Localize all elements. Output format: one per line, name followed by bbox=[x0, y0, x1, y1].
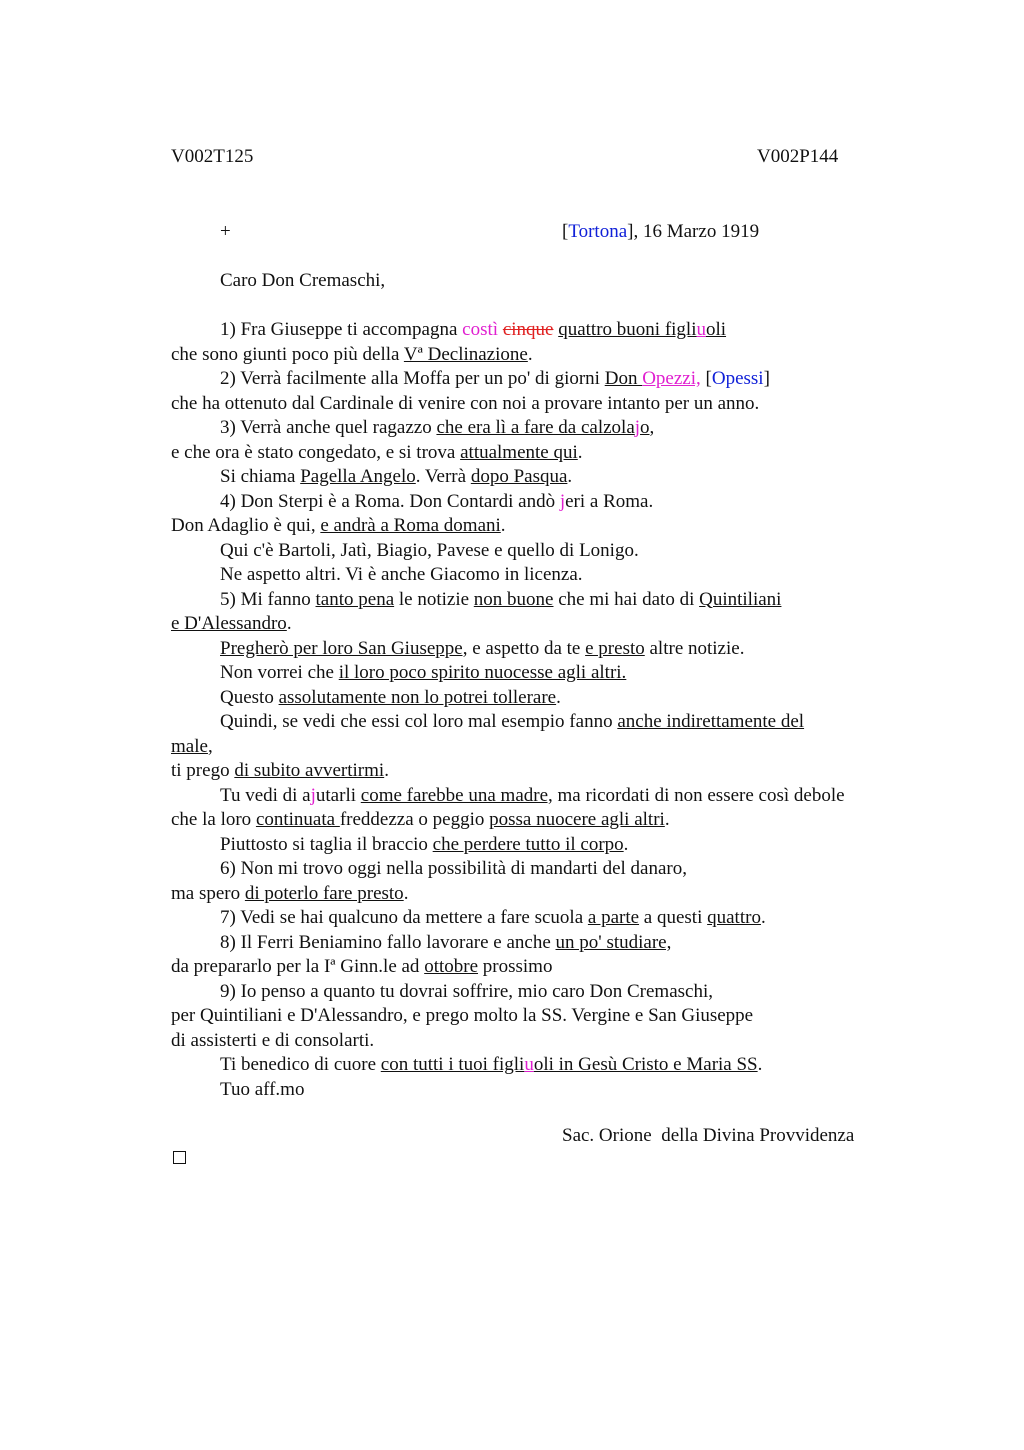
text-segment: quattro bbox=[707, 907, 761, 928]
letter-line bbox=[171, 416, 931, 441]
text-segment: Piuttosto si taglia il braccio bbox=[220, 833, 433, 855]
letter-line bbox=[171, 441, 931, 466]
text-segment: . bbox=[567, 466, 573, 487]
text-segment: continuata bbox=[255, 809, 340, 830]
signature: Sac. Orione della Divina Provvidenza bbox=[562, 1125, 855, 1146]
text-segment: a questi bbox=[639, 907, 708, 928]
document-code-left: V002T125 bbox=[171, 146, 254, 167]
text-segment: e aspetto da te bbox=[467, 637, 586, 659]
text-segment: 8) Il Ferri Beniamino fallo lavorare e anche bbox=[220, 931, 556, 953]
letter-body bbox=[171, 318, 931, 1102]
text-segment: a parte bbox=[587, 907, 640, 928]
text-segment: di poterlo fare presto bbox=[244, 882, 404, 904]
text-segment: che ha ottenuto dal Cardinale di venire con noi a provare intanto per un anno. bbox=[171, 392, 760, 414]
letter-line bbox=[171, 710, 931, 735]
document-code-right: V002P144 bbox=[757, 146, 839, 167]
text-segment: Qui c'è Bartoli, Jatì, Biagio, Pavese e quello di Lonigo. bbox=[220, 539, 639, 561]
text-segment: Si chiama bbox=[220, 466, 301, 487]
text-segment: Pregherò per loro San Giuseppe, bbox=[220, 637, 468, 659]
letter-line bbox=[171, 588, 931, 613]
text-segment: 6) Non mi trovo oggi nella possibilità di mandarti del danaro, bbox=[220, 858, 687, 879]
letter-line bbox=[171, 1078, 931, 1103]
text-segment: quattro buoni figli bbox=[558, 319, 697, 340]
text-segment: Ti benedico di cuore bbox=[220, 1054, 381, 1075]
text-segment: . bbox=[577, 441, 583, 463]
text-segment: Questo bbox=[220, 686, 279, 708]
date-text: ], 16 Marzo 1919 bbox=[627, 221, 760, 242]
letter-line bbox=[171, 980, 931, 1005]
text-segment: dopo Pasqua bbox=[470, 466, 568, 487]
text-segment: Opessi bbox=[711, 368, 764, 389]
text-segment: altre notizie. bbox=[644, 637, 745, 659]
text-segment: Ne aspetto altri. Vi è anche Giacomo in licenza. bbox=[220, 564, 583, 585]
text-segment: ti prego bbox=[171, 760, 235, 781]
text-segment: . bbox=[500, 515, 506, 536]
letter-line bbox=[171, 637, 931, 662]
text-segment: per Quintiliani e D'Alessandro, e prego molto la SS. Vergine e San Giuseppe bbox=[171, 1005, 754, 1026]
letter-line bbox=[171, 392, 931, 417]
text-segment: Tu vedi di a bbox=[220, 784, 311, 806]
letter-line bbox=[171, 833, 931, 858]
text-segment: 2) Verrà facilmente alla Moffa per un po' di giorni bbox=[220, 368, 605, 389]
letter-line bbox=[171, 1004, 931, 1029]
text-segment: assolutamente non lo potrei tollerare bbox=[278, 686, 557, 708]
text-segment: freddezza o peggio bbox=[339, 809, 490, 830]
letter-line bbox=[171, 343, 931, 368]
text-segment: Quintiliani bbox=[699, 588, 782, 610]
text-segment: u bbox=[696, 319, 706, 340]
text-segment: ma ricordati di non essere così debole bbox=[552, 784, 845, 806]
letter-line bbox=[171, 612, 931, 637]
text-segment: . bbox=[623, 833, 629, 855]
letter-line bbox=[171, 539, 931, 564]
text-segment: un po' studiare, bbox=[555, 931, 672, 953]
text-segment: . Verrà bbox=[415, 466, 471, 487]
text-segment: oli in Gesù Cristo e Maria SS bbox=[533, 1054, 758, 1075]
text-segment: tanto pena bbox=[315, 588, 395, 610]
text-segment: j bbox=[310, 784, 316, 806]
text-segment: . bbox=[527, 343, 533, 365]
text-segment: Opezzi, bbox=[642, 368, 701, 389]
text-segment: che era lì a fare da calzola bbox=[436, 417, 635, 438]
letter-line bbox=[171, 661, 931, 686]
text-segment: Don Adaglio è qui, bbox=[171, 515, 321, 536]
text-segment: . bbox=[556, 686, 561, 708]
greeting: Caro Don Cremaschi, bbox=[220, 270, 386, 291]
text-segment: cinque bbox=[502, 319, 554, 340]
text-segment: . bbox=[403, 882, 409, 904]
text-segment: 4) Don Sterpi è a Roma. Don Contardi andò bbox=[220, 490, 560, 512]
bracket-open: [ bbox=[562, 221, 569, 242]
text-segment: e andrà a Roma domani bbox=[320, 515, 501, 536]
text-segment: il loro poco spirito nuocesse agli altri. bbox=[338, 662, 627, 683]
text-segment: che perdere tutto il corpo bbox=[432, 833, 624, 855]
text-segment: 7) Vedi se hai qualcuno da mettere a fare scuola bbox=[220, 907, 588, 928]
text-segment: Non vorrei che bbox=[220, 662, 339, 683]
text-segment: oli bbox=[705, 319, 727, 340]
text-segment: ma spero bbox=[171, 882, 245, 904]
text-segment: j bbox=[559, 490, 566, 512]
text-segment: e presto bbox=[585, 637, 645, 659]
letter-line bbox=[171, 686, 931, 711]
text-segment: non buone bbox=[473, 588, 554, 610]
letter-line bbox=[171, 759, 931, 784]
end-box-mark bbox=[173, 1151, 186, 1164]
text-segment: j bbox=[634, 417, 641, 438]
text-segment: Pagella Angelo bbox=[300, 466, 416, 487]
text-segment: e D'Alessandro bbox=[171, 613, 287, 634]
text-segment: . bbox=[384, 760, 389, 781]
text-segment: Tuo aff.mo bbox=[220, 1078, 305, 1100]
letter-line bbox=[171, 563, 931, 588]
text-segment: Quindi, se vedi che essi col loro mal esempio fanno bbox=[220, 711, 618, 732]
text-segment: [ bbox=[700, 368, 712, 389]
text-segment: male bbox=[171, 735, 208, 757]
text-segment: 9) Io penso a quanto tu dovrai soffrire, mio caro Don Cremaschi, bbox=[220, 980, 713, 1002]
text-segment: . bbox=[757, 1054, 763, 1075]
letter-line bbox=[171, 882, 931, 907]
text-segment: anche indirettamente del bbox=[617, 711, 805, 732]
letter-line bbox=[171, 318, 931, 343]
letter-line bbox=[171, 808, 931, 833]
text-segment: . bbox=[286, 613, 292, 634]
text-segment: 1) Fra Giuseppe ti accompagna bbox=[220, 319, 463, 340]
text-segment: attualmente qui bbox=[460, 441, 578, 463]
letter-line bbox=[171, 367, 931, 392]
text-segment: ] bbox=[763, 368, 770, 389]
text-segment: con tutti i tuoi figli bbox=[380, 1054, 525, 1075]
text-segment: 3) Verrà anche quel ragazzo bbox=[220, 417, 437, 438]
text-segment: eri a Roma. bbox=[565, 490, 654, 512]
text-segment: , bbox=[649, 417, 655, 438]
text-segment: o bbox=[640, 417, 650, 438]
text-segment: di assisterti e di consolarti. bbox=[171, 1029, 375, 1051]
text-segment: di subito avvertirmi bbox=[234, 760, 385, 781]
text-segment: che la loro bbox=[171, 809, 256, 830]
text-segment: prossimo bbox=[478, 956, 553, 977]
text-segment: utarli bbox=[315, 784, 361, 806]
text-segment: costì bbox=[462, 319, 503, 340]
letter-line bbox=[171, 490, 931, 515]
letter-line bbox=[171, 784, 931, 809]
text-segment: ottobre bbox=[424, 956, 479, 977]
text-segment: che sono giunti poco più della bbox=[171, 343, 404, 365]
text-segment: Vª Declinazione bbox=[403, 343, 528, 365]
letter-line bbox=[171, 1029, 931, 1054]
text-segment: u bbox=[524, 1054, 534, 1075]
text-segment: . bbox=[664, 809, 670, 830]
place-name: Tortona bbox=[568, 221, 628, 242]
text-segment: Don bbox=[604, 368, 643, 389]
letter-line bbox=[171, 1053, 931, 1078]
text-segment: che mi hai dato di bbox=[553, 588, 700, 610]
text-segment: come farebbe una madre, bbox=[360, 784, 553, 806]
letter-line bbox=[171, 857, 931, 882]
letter-line bbox=[171, 955, 931, 980]
letter-line bbox=[171, 906, 931, 931]
text-segment: . bbox=[760, 907, 766, 928]
text-segment: da prepararlo per la Iª Ginn.le ad bbox=[171, 956, 425, 977]
cross-mark: + bbox=[220, 221, 231, 242]
letter-line bbox=[171, 735, 931, 760]
place-date-line bbox=[562, 221, 759, 243]
text-segment: 5) Mi fanno bbox=[220, 588, 316, 610]
letter-line bbox=[171, 931, 931, 956]
text-segment: , bbox=[207, 735, 213, 757]
text-segment: e che ora è stato congedato, e si trova bbox=[171, 441, 461, 463]
text-segment: possa nuocere agli altri bbox=[489, 809, 665, 830]
letter-line bbox=[171, 465, 931, 490]
text-segment: le notizie bbox=[394, 588, 474, 610]
letter-line bbox=[171, 514, 931, 539]
